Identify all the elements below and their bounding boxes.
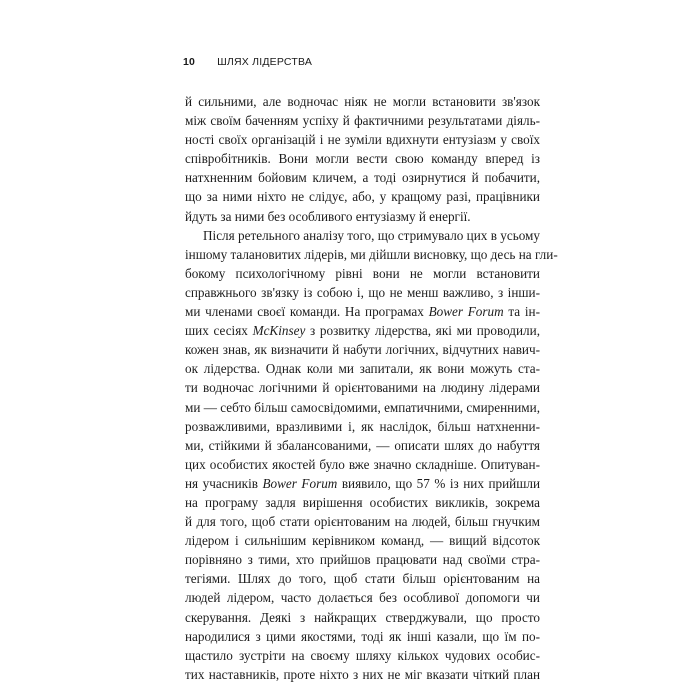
running-title: ШЛЯХ ЛІДЕРСТВА <box>217 56 313 68</box>
text-line: ми членами своєї команди. На програмах Bower Forum та ін- <box>185 304 540 320</box>
page-number: 10 <box>183 56 196 68</box>
text-line: й для того, щоб стати орієнтованим на людей, більш гнучким <box>185 514 540 530</box>
text-line: бокому психологічному рівні вони не могли встановити <box>185 265 540 281</box>
text-line: ми, стійкими й збалансованими, — описати шлях до набуття <box>185 437 540 453</box>
text-line: тегіями. Шлях до того, щоб стати більш орієнтованим на <box>185 571 540 587</box>
text-line: й сильними, але водночас ніяк не могли встановити зв'язок <box>185 94 540 109</box>
text-line: натхненним бойовим кличем, а тоді озирнутися й побачити, <box>185 170 540 186</box>
text-line: співробітників. Вони могли вести свою команду вперед із <box>185 151 540 167</box>
text-line: щастило зустріти на своєму шляху кількох чудових особис- <box>185 647 540 663</box>
text-line: Після ретельного аналізу того, що стримувало цих в усьому <box>203 227 540 243</box>
paragraph <box>185 226 558 684</box>
page-header <box>183 56 312 68</box>
text-line: справжнього зв'язку із собою і, що не менш важливо, з інши- <box>185 284 540 300</box>
text-line: ності своїх організацій і не зуміли вдихнути ентузіазм у своїх <box>185 132 540 148</box>
text-line: ня учасників Bower Forum виявило, що 57 % із них прийшли <box>185 475 541 491</box>
text-line: що за ними ніхто не слідує, або, у кращому разі, працівники <box>185 189 540 205</box>
text-line: між своїм баченням успіху й фактичними результатами діяль- <box>185 113 540 129</box>
text-line: лідером і сильнішим керівником команд, — вищий відсоток <box>185 533 540 549</box>
text-line: ти водночас логічними й орієнтованими на людину лідерами <box>185 380 540 396</box>
text-line: цих особистих якостей було вже значно складніше. Опитуван- <box>185 456 540 472</box>
text-line: тих наставників, проте ніхто з них не міг вказати чіткий план <box>185 666 540 682</box>
text-line: людей лідером, часто долається без особливої допомоги чи <box>185 590 540 606</box>
text-line: ок лідерства. Однак коли ми запитали, як вони можуть ста- <box>185 361 540 377</box>
text-line: ших сесіях McKinsey з розвитку лідерства, які ми проводили, <box>185 323 540 339</box>
text-line: кожен знав, як визначити й набути логічних, відчутних навич- <box>185 342 540 358</box>
text-line: розважливими, вразливими і, як наслідок, більш натхненни- <box>185 418 540 434</box>
text-line: ми — себто більш самосвідомими, емпатичними, смиренними, <box>185 399 540 415</box>
text-line: на програму задля вирішення особистих викликів, зокрема <box>185 494 540 510</box>
text-line: йдуть за ними без особливого ентузіазму й енергії. <box>185 208 471 224</box>
body-text <box>185 92 558 684</box>
text-line: скерування. Деякі з найкращих стверджували, що просто <box>185 609 540 625</box>
text-line: народилися з цими якостями, тоді як інші казали, що їм по- <box>185 628 540 644</box>
paragraph <box>185 92 540 226</box>
text-line: порівняно з тими, хто прийшов працювати над своїми стра- <box>185 552 540 568</box>
text-line: іншому талановитих лідерів, ми дійшли висновку, що десь на гли- <box>185 246 558 262</box>
